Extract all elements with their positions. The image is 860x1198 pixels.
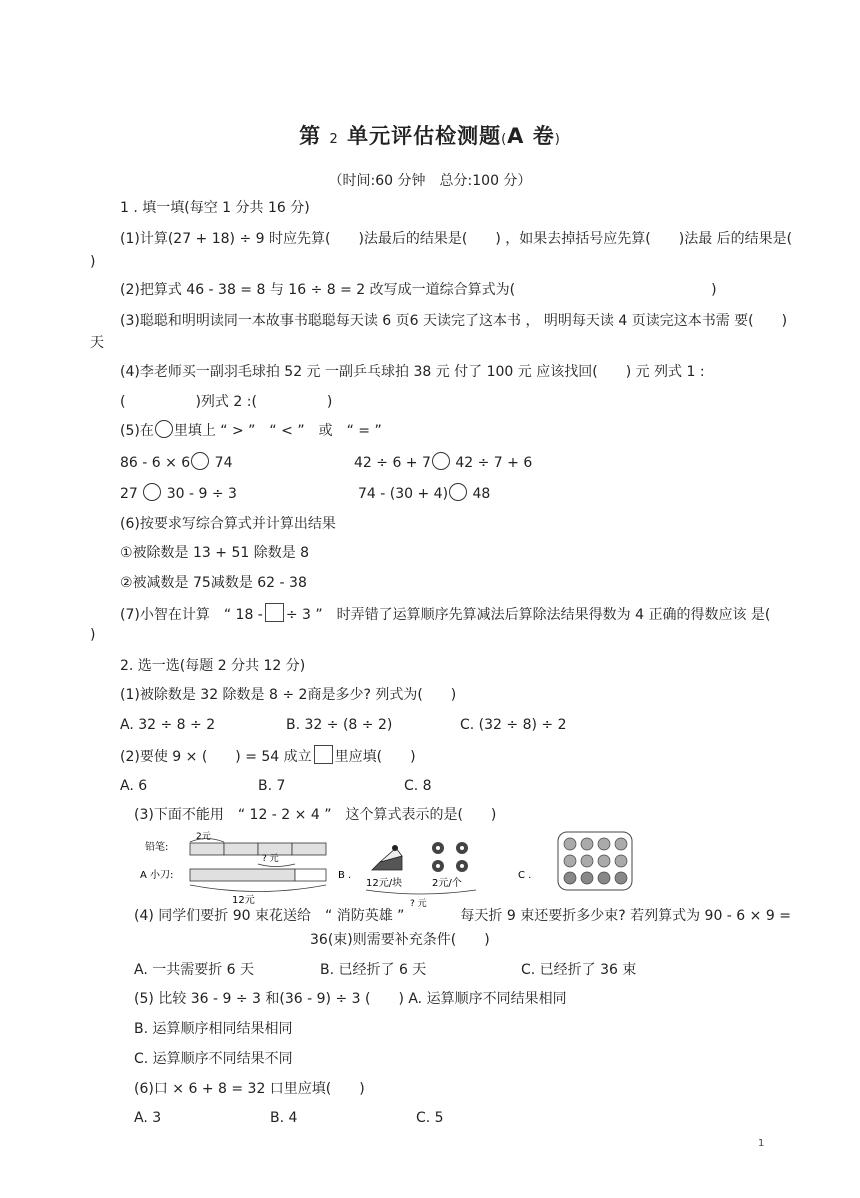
expr-text: 27: [120, 486, 138, 502]
s2-q2: [120, 745, 416, 767]
tray-dot: [615, 872, 627, 884]
title-text-a: 第: [299, 124, 322, 148]
knife-total-label: 12元: [232, 895, 255, 906]
s2-q4-option-a[interactable]: A. 一共需要折 6 天: [134, 962, 255, 978]
tray-dot: [581, 855, 593, 867]
tray-dot: [598, 838, 610, 850]
s2-q2-text-b: 里应填( ): [334, 749, 416, 765]
cake-price-label: 12元/块: [366, 878, 403, 889]
s2-q1-option-c[interactable]: C. (32 ÷ 8) ÷ 2: [460, 717, 567, 733]
compare-circle-icon[interactable]: [432, 452, 450, 470]
expr-text: 74 - (30 + 4): [358, 486, 449, 502]
donut-price-label: 2元/个: [432, 878, 462, 889]
s1-q7-line1: [120, 603, 770, 625]
s2-q4-option-b[interactable]: B. 已经折了 6 天: [320, 962, 427, 978]
s1-q3-line2: 天: [90, 335, 104, 351]
expr-text: 86 - 6 × 6: [120, 455, 191, 471]
s2-q1: (1)被除数是 32 除数是 8 ÷ 2商是多少? 列式为( ): [120, 687, 457, 703]
s1-q5-row1-left: [120, 452, 233, 473]
tray-dot: [598, 855, 610, 867]
compare-circle-icon[interactable]: [143, 483, 161, 501]
expr-text: 42 ÷ 7 + 6: [455, 455, 533, 471]
subtitle-time-score: （时间:60 分钟 总分:100 分）: [328, 173, 532, 189]
s2-q2-text-a: (2)要使 9 × ( ) = 54 成立: [120, 749, 312, 765]
donut-icon: [432, 842, 468, 872]
blank-square-icon: [265, 603, 284, 622]
title-volume: A 卷: [507, 124, 555, 148]
tray-dot: [564, 855, 576, 867]
tray-dot: [581, 872, 593, 884]
s1-q4-line2: ( )列式 2 :( ): [120, 394, 333, 410]
s1-q5-row2-right: [358, 483, 490, 504]
compare-circle-icon: [155, 420, 173, 438]
option-c-tray[interactable]: [518, 832, 632, 890]
expr-text: 42 ÷ 6 + 7: [354, 455, 431, 471]
s1-q7-text-a: (7)小智在计算 “ 18 -: [120, 607, 263, 623]
s1-q5-instruction: [120, 420, 382, 441]
tray-dot: [581, 838, 593, 850]
knife-bar-remainder: [295, 869, 326, 881]
title-text-b: 单元评估检测题: [347, 124, 502, 148]
s1-q4-line1: (4)李老师买一副羽毛球拍 52 元 一副乒乓球拍 38 元 付了 100 元 应该找回( ) 元 列式 1 :: [120, 364, 705, 380]
section2-heading: 2. 选一选(每题 2 分共 12 分): [120, 658, 306, 674]
s2-q2-option-a[interactable]: A. 6: [120, 778, 148, 794]
option-b-label: B .: [338, 870, 352, 881]
section1-heading: 1 . 填一填(每空 1 分共 16 分): [120, 200, 310, 216]
compare-circle-icon[interactable]: [191, 452, 209, 470]
blank-square-icon: [314, 745, 333, 764]
expr-text: 30 - 9 ÷ 3: [166, 486, 237, 502]
s2-q6-option-a[interactable]: A. 3: [134, 1110, 162, 1126]
s1-q6-part1: ①被除数是 13 + 51 除数是 8: [120, 545, 310, 561]
title-paren-open: (: [501, 132, 508, 147]
unknown-brace: [258, 864, 295, 867]
s2-q6: (6)口 × 6 + 8 = 32 口里应填( ): [134, 1081, 365, 1097]
option-a-bar-model[interactable]: [140, 831, 326, 906]
s1-q7-text-b: ÷ 3 ” 时弄错了运算顺序先算减法后算除法结果得数为 4 正确的得数应该 是(: [285, 607, 771, 623]
s1-q7-line2: ): [90, 627, 96, 643]
expr-text: 48: [472, 486, 491, 502]
total-brace: [190, 885, 326, 892]
s2-q3-figure: [140, 826, 640, 908]
s1-q3-line1: (3)聪聪和明明读同一本故事书聪聪每天读 6 页6 天读完了这本书 ， 明明每天读 4 页读完这本书需 要( ): [120, 313, 788, 329]
s2-q1-option-a[interactable]: A. 32 ÷ 8 ÷ 2: [120, 717, 216, 733]
pencil-bar-segment: [292, 843, 326, 855]
knife-bar: [190, 869, 295, 881]
tray-dot: [564, 838, 576, 850]
page-title: [0, 120, 860, 150]
tray-dot: [598, 872, 610, 884]
knife-label: A 小刀:: [140, 870, 174, 881]
s1-q5-row1-right: [354, 452, 532, 473]
s1-q2: (2)把算式 46 - 38 = 8 与 16 ÷ 8 = 2 改写成一道综合算式为( ): [120, 282, 717, 298]
s1-q1-line2: ): [90, 254, 96, 270]
s1-q5-text-b: 里填上 “ > ” “ < ” 或 “ = ”: [173, 423, 382, 439]
title-unit-number: 2: [329, 132, 339, 147]
s2-q5-option-c[interactable]: C. 运算顺序不同结果不同: [134, 1051, 293, 1067]
pencil-price-label: 2元: [196, 832, 211, 842]
s1-q6-part2: ②被减数是 75减数是 62 - 38: [120, 575, 307, 591]
title-paren-close: ): [554, 132, 561, 147]
b-brace: [366, 890, 476, 894]
s1-q5-text-a: (5)在: [120, 423, 154, 439]
compare-circle-icon[interactable]: [449, 483, 467, 501]
s2-q5: (5) 比较 36 - 9 ÷ 3 和(36 - 9) ÷ 3 ( ) A. 运算顺序不同结果相同: [134, 991, 567, 1007]
option-c-label: C .: [518, 870, 532, 881]
tray-dot: [615, 855, 627, 867]
s2-q3: (3)下面不能用 “ 12 - 2 × 4 ” 这个算式表示的是( ): [134, 807, 497, 823]
s2-q5-option-b[interactable]: B. 运算顺序相同结果相同: [134, 1021, 293, 1037]
tray-dot: [564, 872, 576, 884]
s2-q6-option-c[interactable]: C. 5: [416, 1110, 444, 1126]
unknown-price-label: ? 元: [262, 854, 279, 864]
pencil-bar-segment: [190, 843, 224, 855]
option-b-cake-donut[interactable]: [338, 842, 476, 908]
pencil-bar-segment: [224, 843, 258, 855]
s2-q1-option-b[interactable]: B. 32 ÷ (8 ÷ 2): [286, 717, 393, 733]
tray-dot: [615, 838, 627, 850]
pencil-label: 铅笔:: [145, 842, 169, 853]
expr-text: 74: [214, 455, 233, 471]
s2-q4-option-c[interactable]: C. 已经折了 36 束: [521, 962, 637, 978]
s1-q6: (6)按要求写综合算式并计算出结果: [120, 516, 336, 532]
b-unknown-label: ? 元: [410, 899, 427, 908]
page-number: 1: [758, 1138, 765, 1149]
s1-q5-row2-left: [120, 483, 237, 504]
s2-q4-line2: 36(束)则需要补充条件( ): [310, 932, 490, 948]
cake-icon: [372, 845, 402, 870]
s2-q6-option-b[interactable]: B. 4: [270, 1110, 298, 1126]
s2-q2-option-c[interactable]: C. 8: [404, 778, 432, 794]
s1-q1-line1: (1)计算(27 + 18) ÷ 9 时应先算( )法最后的结果是( ) ，如果去掉括号应先算( )法最 后的结果是(: [120, 231, 793, 247]
s2-q4-line1: (4) 同学们要折 90 束花送给 “ 消防英雄 ” 每天折 9 束还要折多少束? 若列算式为 90 - 6 × 9 =: [134, 908, 791, 924]
s2-q2-option-b[interactable]: B. 7: [258, 778, 286, 794]
